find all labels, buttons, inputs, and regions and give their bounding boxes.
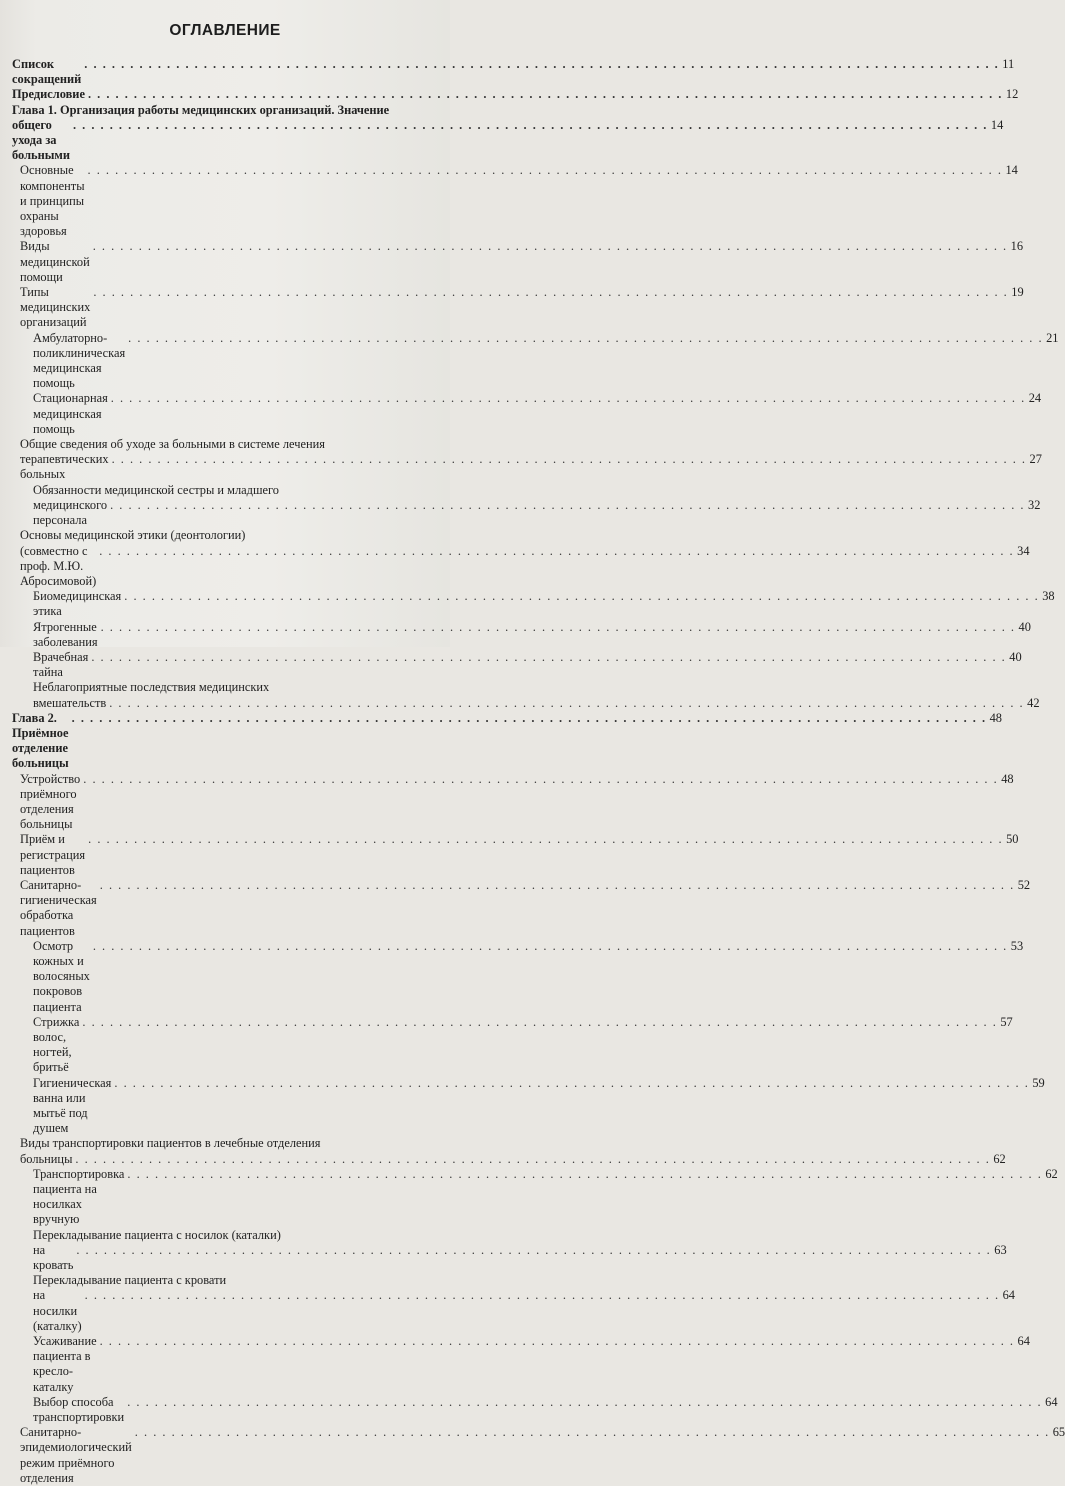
toc-entry-page: 27 (1029, 452, 1042, 467)
toc-entry-page: 14 (1005, 163, 1018, 178)
leader-dots (93, 285, 1008, 300)
toc-entry (0, 163, 1018, 239)
leader-dots (72, 711, 987, 726)
toc-entry-page: 59 (1032, 1075, 1045, 1090)
toc-entry-title: Стрижка волос, ногтей, бритьё (33, 1014, 80, 1075)
toc-entry (0, 710, 1002, 772)
leader-dots (88, 87, 1003, 102)
leader-dots (101, 620, 1016, 635)
leader-dots (114, 1076, 1029, 1091)
toc-entry (0, 1136, 1006, 1166)
toc-entry-title: Врачебная тайна (33, 649, 89, 680)
toc-entry (0, 832, 1019, 878)
toc-entry-page: 65 (1052, 1425, 1065, 1440)
leader-dots (85, 1288, 1000, 1303)
toc-entry-page: 57 (1000, 1014, 1013, 1029)
toc-entry-title: Амбулаторно-поликлиническая медицинская помощь (33, 330, 126, 391)
toc-entry (0, 877, 1031, 939)
toc-entry-title-line: Основы медицинской этики (деонтологии) (20, 528, 246, 543)
toc-entry-title-line: на кровать (33, 1242, 74, 1273)
toc-entry (0, 285, 1024, 331)
toc-entry-page: 63 (994, 1242, 1007, 1257)
leader-dots (110, 498, 1025, 513)
leader-dots (88, 163, 1003, 178)
toc-entry-title: Усаживание пациента в кресло-каталку (33, 1334, 97, 1394)
toc-entry (0, 57, 1015, 87)
toc-entry (0, 102, 1004, 164)
leader-dots (100, 1334, 1015, 1349)
toc-entry-title: Типы медицинских организаций (20, 285, 91, 330)
leader-dots (91, 650, 1006, 665)
leader-dots (93, 239, 1008, 254)
leader-dots (83, 772, 998, 787)
leader-dots (100, 878, 1015, 893)
toc-entry-title: Ятрогенные заболевания (33, 619, 98, 649)
toc-entry (0, 87, 1019, 102)
leader-dots (127, 1395, 1042, 1410)
toc-entry-page: 16 (1010, 239, 1024, 254)
leader-dots (111, 391, 1026, 406)
leader-dots (82, 1015, 997, 1030)
toc-entry-title-line: Виды транспортировки пациентов в лечебные отделения (20, 1136, 321, 1151)
toc-entry-page: 38 (1042, 589, 1055, 604)
leader-dots (75, 1152, 990, 1167)
toc-entry-title-line: (совместно с проф. М.Ю. Абросимовой) (20, 543, 97, 588)
toc-entry-page: 24 (1028, 391, 1042, 406)
toc-entry-title: Основные компоненты и принципы охраны здоровья (20, 163, 85, 239)
toc-entry (0, 589, 1055, 619)
toc-entry-title: Биомедицинская этика (33, 589, 122, 619)
toc-entry (0, 239, 1024, 285)
toc-entry-page: 40 (1009, 649, 1022, 664)
toc-entry-title: Стационарная медицинская помощь (33, 391, 108, 436)
toc-entry (0, 649, 1022, 680)
toc-entry-page: 21 (1046, 330, 1059, 345)
toc-entry-page: 12 (1005, 87, 1019, 102)
toc-entry-title: Устройство приёмного отделения больницы (20, 771, 81, 832)
toc-entry-page: 64 (1045, 1394, 1058, 1409)
toc-entry-title-line: больницы (20, 1151, 73, 1166)
toc-entry-page: 52 (1017, 877, 1031, 892)
leader-dots (84, 57, 999, 72)
toc-entry-page: 62 (993, 1151, 1006, 1166)
toc-entry (0, 1394, 1058, 1425)
toc-entry-title-line: Неблагоприятные последствия медицинских (33, 680, 270, 695)
toc-entry (0, 1014, 1013, 1076)
toc-entry-page: 62 (1045, 1166, 1058, 1181)
leader-dots (73, 118, 988, 133)
toc-entry (0, 1166, 1058, 1228)
toc-entry-title: Предисловие (12, 87, 85, 102)
toc-entry (0, 1227, 1007, 1274)
toc-entry-title: Транспортировка пациента на носилках вручную (33, 1166, 125, 1227)
leader-dots (127, 1167, 1042, 1182)
page-title: ОГЛАВЛЕНИЕ (169, 22, 281, 39)
toc-entry-page: 42 (1027, 695, 1040, 710)
toc-entry-title: Санитарно-эпидемиологический режим приёмного отделения (20, 1425, 132, 1485)
toc-entry-title-line: Глава 1. Организация работы медицинских организаций. Значение (12, 102, 390, 117)
toc-entry-page: 14 (990, 117, 1004, 132)
toc-entry (0, 771, 1014, 833)
toc-entry-page: 34 (1017, 543, 1030, 558)
leader-dots (76, 1243, 991, 1258)
leader-dots (99, 544, 1014, 559)
toc-entry-page: 48 (1001, 771, 1014, 786)
toc-entry-title-line: Перекладывание пациента с кровати (33, 1273, 227, 1288)
toc-entry-title: Выбор способа транспортировки (33, 1394, 125, 1425)
leader-dots (93, 939, 1008, 954)
toc-entry-title: Виды медицинской помощи (20, 239, 90, 284)
leader-dots (135, 1425, 1050, 1440)
toc-entry-title-line: терапевтических больных (20, 452, 109, 482)
toc-entry-title-line: общего ухода за больными (12, 117, 70, 163)
toc-entry-title: Гигиеническая ванна или мытьё под душем (33, 1075, 112, 1136)
toc-entry-title: Глава 2. Приёмное отделение больницы (12, 710, 69, 771)
table-of-contents (0, 57, 1065, 1486)
toc-entry (0, 619, 1031, 650)
toc-entry (0, 330, 1059, 392)
toc-entry-page: 64 (1002, 1288, 1015, 1303)
toc-entry-title-line: вмешательств (33, 695, 107, 710)
toc-entry-title: Список сокращений (12, 57, 82, 87)
toc-entry-title-line: на носилки (каталку) (33, 1288, 82, 1333)
toc-entry (0, 528, 1030, 589)
leader-dots (128, 331, 1043, 346)
toc-entry-title: Санитарно-гигиеническая обработка пациентов (20, 877, 97, 938)
toc-entry-title-line: Перекладывание пациента с носилок (каталки) (33, 1227, 281, 1242)
toc-entry (0, 391, 1042, 437)
toc-entry-page: 50 (1006, 832, 1019, 847)
toc-entry-page: 19 (1011, 285, 1024, 300)
toc-entry-title-line: Обязанности медицинской сестры и младшего (33, 482, 279, 497)
toc-entry-title: Приём и регистрация пациентов (20, 832, 86, 877)
toc-entry-page: 48 (989, 710, 1002, 725)
toc-entry-page: 11 (1002, 57, 1015, 71)
leader-dots (88, 832, 1003, 847)
toc-entry (0, 1273, 1015, 1334)
toc-entry (0, 1425, 1065, 1486)
toc-entry-title: Осмотр кожных и волосяных покровов пациента (33, 938, 90, 1014)
leader-dots (112, 452, 1027, 467)
toc-entry (0, 680, 1040, 710)
toc-entry (0, 1334, 1030, 1395)
toc-entry-page: 32 (1028, 497, 1041, 512)
toc-entry (0, 437, 1042, 483)
toc-entry-page: 64 (1017, 1334, 1030, 1349)
toc-entry-title-line: медицинского персонала (33, 497, 108, 528)
toc-entry-page: 40 (1018, 619, 1031, 634)
toc-entry (0, 482, 1041, 529)
toc-entry (0, 1075, 1045, 1137)
leader-dots (124, 589, 1039, 604)
leader-dots (109, 696, 1024, 711)
toc-entry-title-line: Общие сведения об уходе за больными в системе лечения (20, 437, 325, 452)
toc-entry (0, 938, 1024, 1015)
toc-entry-page: 53 (1010, 938, 1024, 953)
